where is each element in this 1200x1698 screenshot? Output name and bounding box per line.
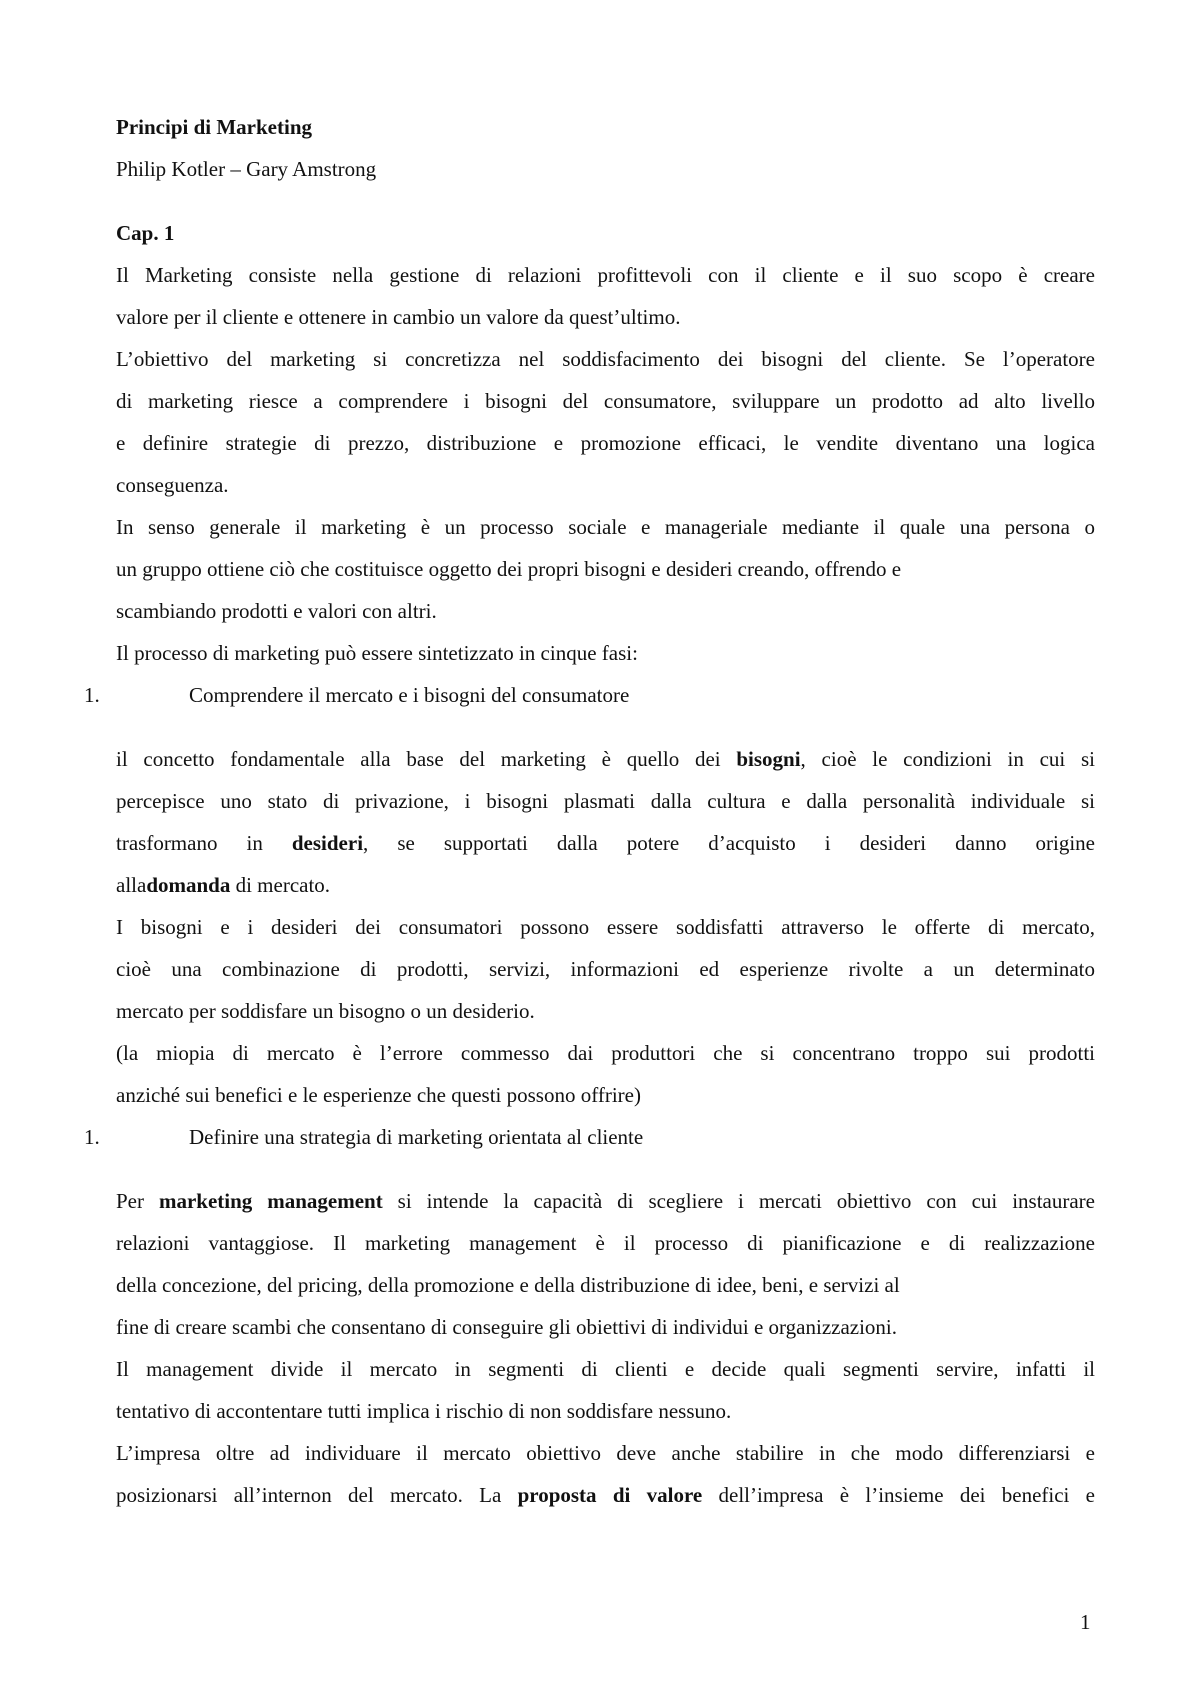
list-item-text: Comprendere il mercato e i bisogni del consumatore — [189, 683, 630, 707]
chapter-heading: Cap. 1 — [116, 221, 175, 245]
paragraph-line: alladomanda di mercato. — [116, 873, 331, 897]
paragraph-line: Per marketing management si intende la capacità di scegliere i mercati obiettivo con cui instaurare — [116, 1189, 1095, 1213]
page-number: 1 — [1080, 1610, 1091, 1634]
document-authors: Philip Kotler – Gary Amstrong — [116, 157, 377, 181]
paragraph-line: Il processo di marketing può essere sintetizzato in cinque fasi: — [116, 641, 638, 665]
list-item-text: Definire una strategia di marketing orientata al cliente — [189, 1125, 644, 1149]
paragraph-line: posizionarsi all’internon del mercato. La proposta di valore dell’impresa è l’insieme dei benefici e — [116, 1483, 1095, 1507]
paragraph-line: scambiando prodotti e valori con altri. — [116, 599, 437, 623]
paragraph-line: anziché sui benefici e le esperienze che questi possono offrire) — [116, 1083, 641, 1107]
paragraph-line: valore per il cliente e ottenere in cambio un valore da quest’ultimo. — [116, 305, 681, 329]
document-title: Principi di Marketing — [116, 115, 312, 139]
paragraph-line: cioè una combinazione di prodotti, servizi, informazioni ed esperienze rivolte a un determinato — [116, 957, 1095, 981]
list-item — [84, 1116, 1095, 1158]
paragraph-line: In senso generale il marketing è un processo sociale e manageriale mediante il quale una persona o — [116, 515, 1095, 539]
list-item — [84, 674, 1095, 716]
paragraph-line: L’impresa oltre ad individuare il mercato obiettivo deve anche stabilire in che modo differenziarsi e — [116, 1441, 1095, 1465]
paragraph-line: mercato per soddisfare un bisogno o un desiderio. — [116, 999, 535, 1023]
paragraph-line: (la miopia di mercato è l’errore commesso dai produttori che si concentrano troppo sui prodotti — [116, 1041, 1095, 1065]
paragraph-line: trasformano in desideri, se supportati dalla potere d’acquisto i desideri danno origine — [116, 831, 1095, 855]
paragraph-line: Il management divide il mercato in segmenti di clienti e decide quali segmenti servire, infatti il — [116, 1357, 1095, 1381]
paragraph-line: della concezione, del pricing, della promozione e della distribuzione di idee, beni, e servizi al — [116, 1273, 900, 1297]
paragraph-line: il concetto fondamentale alla base del marketing è quello dei bisogni, cioè le condizioni in cui si — [116, 747, 1095, 771]
paragraph-line: di marketing riesce a comprendere i bisogni del consumatore, sviluppare un prodotto ad alto livello — [116, 389, 1095, 413]
paragraph-line: tentativo di accontentare tutti implica i rischio di non soddisfare nessuno. — [116, 1399, 732, 1423]
paragraph-line: I bisogni e i desideri dei consumatori possono essere soddisfatti attraverso le offerte di mercato, — [116, 915, 1095, 939]
list-number: 1. — [84, 1125, 100, 1149]
paragraph-line: L’obiettivo del marketing si concretizza nel soddisfacimento dei bisogni del cliente. Se l’operatore — [116, 347, 1095, 371]
paragraph-line: relazioni vantaggiose. Il marketing management è il processo di pianificazione e di realizzazione — [116, 1231, 1095, 1255]
list-number: 1. — [84, 683, 100, 707]
paragraph-line: percepisce uno stato di privazione, i bisogni plasmati dalla cultura e dalla personalità individuale si — [116, 789, 1095, 813]
paragraph-line: conseguenza. — [116, 473, 229, 497]
paragraph-line: Il Marketing consiste nella gestione di relazioni profittevoli con il cliente e il suo scopo è creare — [116, 263, 1095, 287]
document-body — [84, 106, 1095, 1516]
paragraph-line: e definire strategie di prezzo, distribuzione e promozione efficaci, le vendite diventano una logica — [116, 431, 1095, 455]
paragraph-line: un gruppo ottiene ciò che costituisce oggetto dei propri bisogni e desideri creando, offrendo e — [116, 557, 902, 581]
paragraph-line: fine di creare scambi che consentano di conseguire gli obiettivi di individui e organizzazioni. — [116, 1315, 898, 1339]
